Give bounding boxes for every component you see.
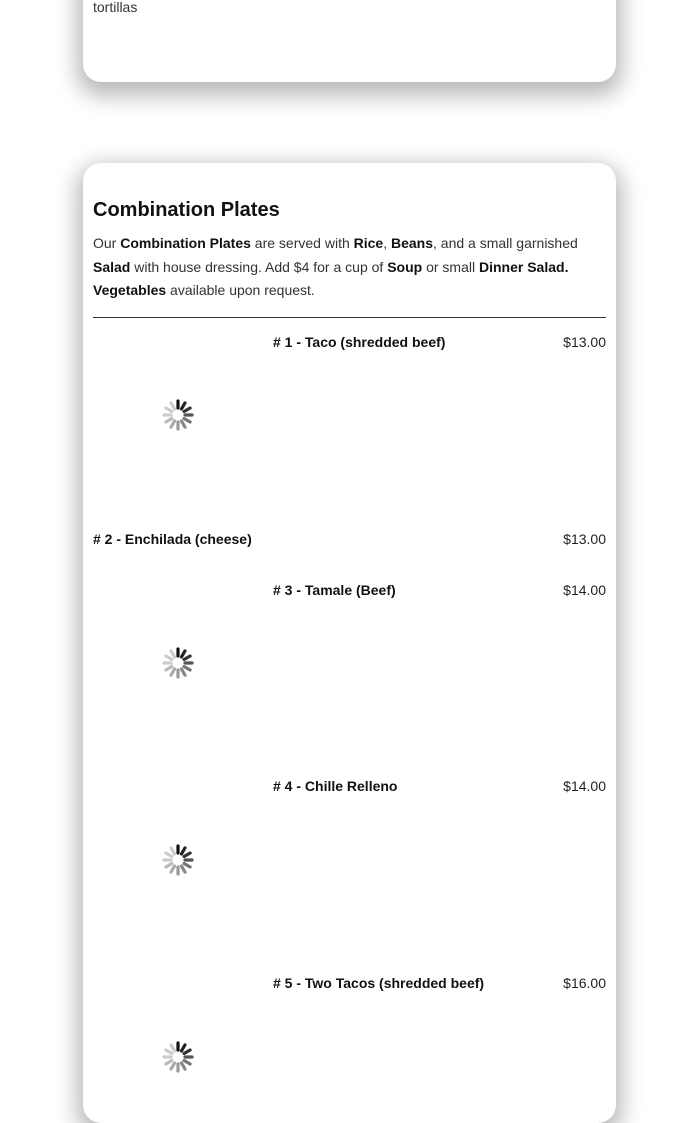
desc-bold: Soup: [387, 258, 423, 275]
section-description: [93, 232, 593, 303]
loading-spinner-icon: [161, 1040, 195, 1074]
desc-bold: Rice: [353, 235, 384, 251]
desc-bold: Combination Plates: [120, 235, 251, 251]
menu-item-price: $14.00: [563, 778, 606, 794]
menu-item-name[interactable]: # 2 - Enchilada (cheese): [93, 531, 252, 547]
desc-text: ,: [383, 235, 391, 251]
loading-spinner-icon: [161, 398, 195, 432]
desc-bold: Vegetables: [93, 282, 167, 298]
menu-item-name[interactable]: # 4 - Chille Relleno: [273, 778, 398, 794]
menu-item-name[interactable]: # 3 - Tamale (Beef): [273, 582, 396, 598]
desc-text: with house dressing. Add $4 for a cup of: [130, 258, 388, 275]
desc-text: , and a small garnished: [433, 235, 578, 251]
section-title: Combination Plates: [93, 199, 280, 221]
loading-spinner-icon: [161, 646, 195, 680]
desc-text: available upon request.: [166, 282, 315, 298]
menu-item-name[interactable]: # 1 - Taco (shredded beef): [273, 334, 446, 350]
desc-bold: Dinner Salad.: [478, 258, 569, 275]
section-divider: [93, 317, 606, 318]
section-description-tail: tortillas: [93, 0, 138, 15]
loading-spinner-icon: [161, 843, 195, 877]
menu-item-price: $14.00: [563, 582, 606, 598]
desc-text: or small: [422, 258, 479, 275]
menu-section-combination-plates: [83, 163, 616, 1123]
menu-section-card-previous: [83, 0, 616, 82]
menu-item-price: $13.00: [563, 531, 606, 547]
desc-bold: Beans: [391, 235, 434, 251]
menu-item-price: $16.00: [563, 975, 606, 991]
desc-bold: Salad: [93, 258, 131, 275]
menu-item-name[interactable]: # 5 - Two Tacos (shredded beef): [273, 975, 485, 991]
desc-text: Our: [93, 235, 121, 251]
menu-item-price: $13.00: [563, 334, 606, 350]
desc-text: are served with: [250, 235, 354, 251]
